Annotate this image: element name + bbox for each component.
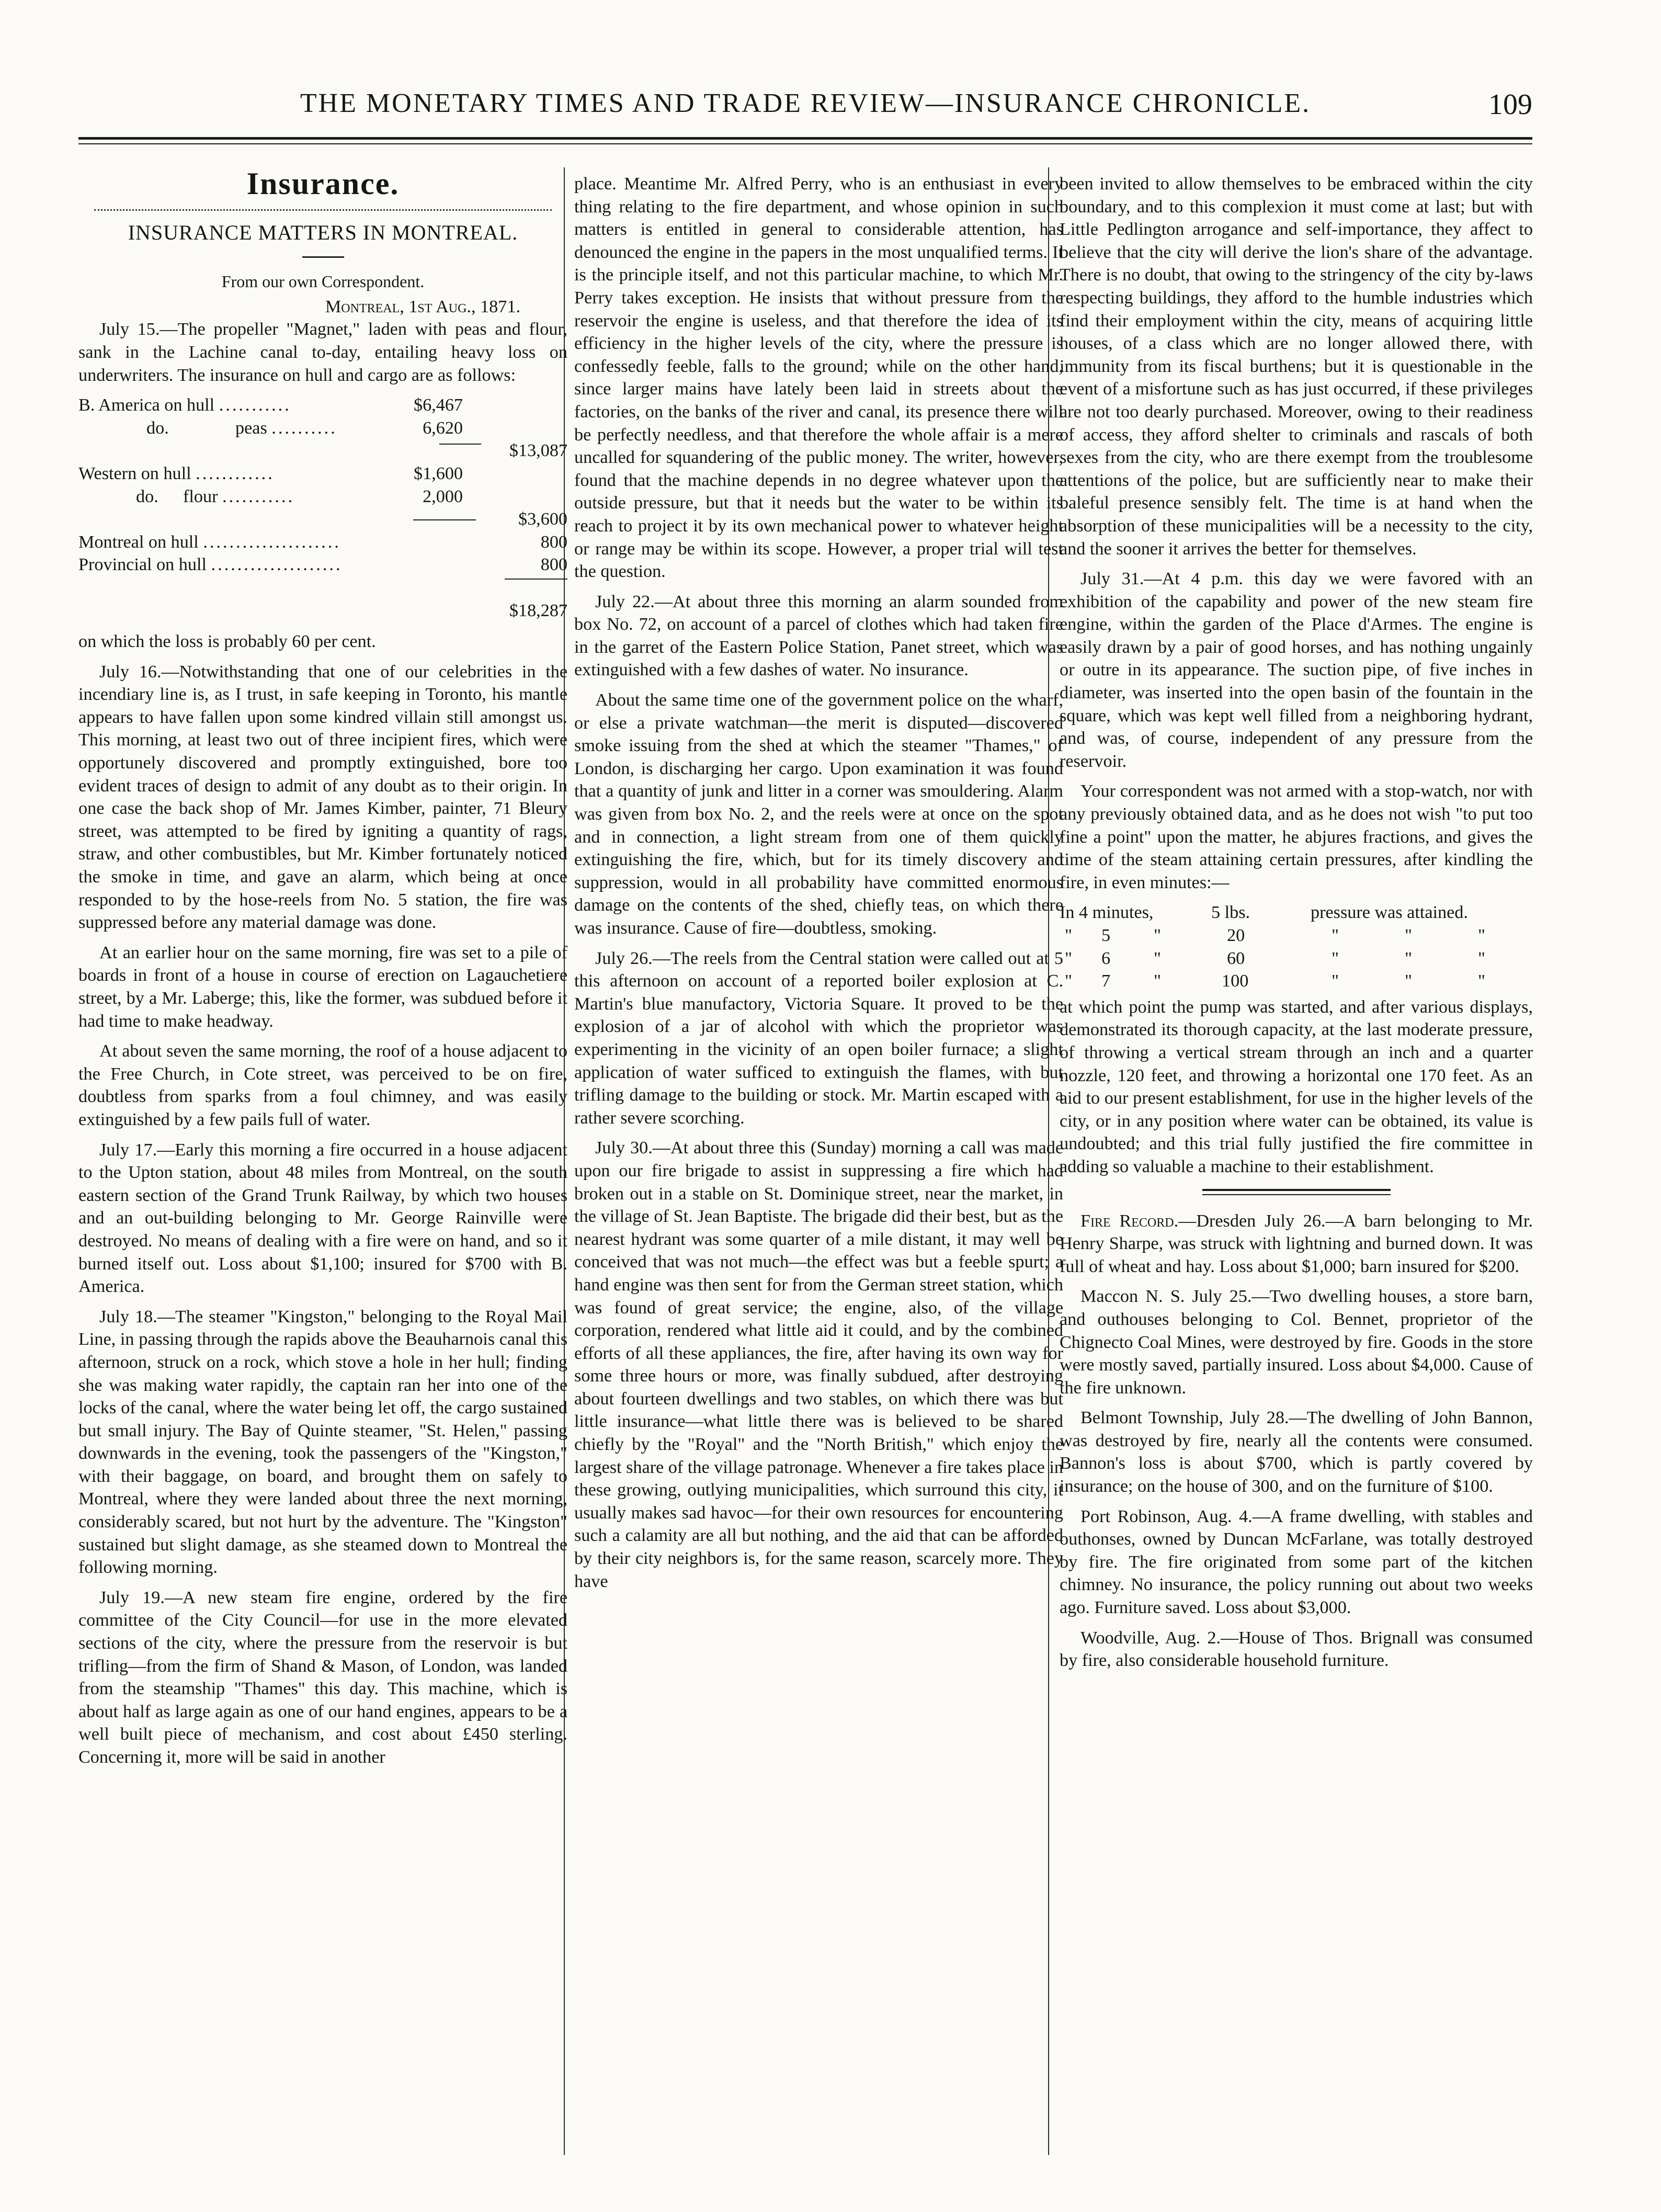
- fire-record-paragraph: Fire Record.—Dresden July 26.—A barn belonging to Mr. Henry Sharpe, was struck with lightning and burned down. It was full of wheat and hay. Loss about $1,000; barn insured for $200.: [1060, 1211, 1533, 1276]
- pressure-table: [1060, 901, 1533, 992]
- paragraph: been invited to allow themselves to be embraced within the city boundary, and to this complexion it must come at last; but with Little Pedlington arrogance and self-importance, they affect to believe that the city will derive the lion's share of the advantage. There is no doubt, that owing to the stringency of the city by-laws respecting buildings, they afford to the humble industries which find their employment within the city, means of acquiring little houses, of a class which are no longer allowed there, with immunity from its fiscal burthens; but it is questionable in the event of a misfortune such as has just occurred, if these privileges are not too dearly purchased. Moreover, owing to their readiness of access, they afford shelter to criminals and rascals of both sexes from the city, who are there exempt from the troublesome attentions of the police, but are sufficiently near to make their baleful presence sensibly felt. The time is at hand when the absorption of these municipalities will be a necessity to the city, and the sooner it arrives the better for themselves.: [1060, 174, 1533, 559]
- ledger-row: Provincial on hull .................... 800: [78, 555, 567, 575]
- paragraph: At an earlier hour on the same morning, fire was set to a pile of boards in front of a house in course of erection on Lagauchetiere street, by a Mr. Laberge; this, like the former, was subdued before it had time to make headway.: [78, 943, 567, 1031]
- article-title: INSURANCE MATTERS IN MONTREAL.: [128, 220, 518, 244]
- paragraph: At about seven the same morning, the roof of a house adjacent to the Free Church, in Cote street, was perceived to be on fire, doubtless from sparks from a foul chimney, and was easily extinguished by a few pails full of water.: [78, 1041, 567, 1129]
- section-heading: Insurance.: [246, 173, 400, 201]
- section-divider: [1202, 1189, 1391, 1195]
- ledger-row: B. America on hull ........... $6,467: [78, 395, 463, 415]
- pressure-row: " 7 " 100 " " ": [1065, 971, 1485, 991]
- paragraph: July 18.—The steamer "Kingston," belonging to the Royal Mail Line, in passing through the rapids above the Beauharnois canal this afternoon, struck on a rock, which stove a hole in her hull; finding she was making water rapidly, the captain ran her into one of the locks of the canal, where the water being let off, the cargo sustained but small injury. The Bay of Quinte steamer, "St. Helen," passing downwards in the evening, took the passengers of the "Kingston," with their baggage, on board, and brought them on safely to Montreal, where they were landed about three the next morning, considerably scared, but not hurt by the adventure. The "Kingston" sustained but slight damage, as she steamed down to Montreal the following morning.: [78, 1307, 567, 1578]
- title-dash: [302, 256, 344, 258]
- column-3: [1060, 173, 1533, 2155]
- pressure-row: " 6 " 60 " " ": [1065, 948, 1485, 968]
- column-1: [78, 173, 567, 2155]
- ledger-grand-total: $18,287: [509, 600, 567, 620]
- header-rule-bottom: [78, 143, 1532, 144]
- column-2: [574, 173, 1063, 2155]
- ledger-row: Montreal on hull ..................... 800: [78, 532, 567, 552]
- byline: From our own Correspondent.: [221, 272, 425, 291]
- paragraph: Woodville, Aug. 2.—House of Thos. Brignall was consumed by fire, also considerable household furniture.: [1060, 1628, 1533, 1671]
- ledger-row: $3,600: [78, 508, 567, 531]
- dateline: Montreal, 1st Aug., 1871.: [325, 297, 520, 316]
- paragraph: Your correspondent was not armed with a stop-watch, nor with any previously obtained data, and as he does not wish "to put too fine a point" upon the matter, he abjures fractions, and gives the time of the steam attaining certain pressures, after kindling the fire, in even minutes:—: [1060, 781, 1533, 892]
- fire-record-lead: Fire Record.: [1080, 1211, 1179, 1231]
- insurance-ledger: [78, 394, 567, 622]
- paragraph: July 16.—Notwithstanding that one of our celebrities in the incendiary line is, as I trust, in safe keeping in Toronto, his mantle appears to have fallen upon some kindred villain still amongst us. This morning, at least two out of three incipient fires, which were opportunely discovered and promptly extinguished, bore too evident traces of design to admit of any doubt as to their origin. In one case the back shop of Mr. James Kimber, painter, 71 Bleury street, was attempted to be fired by igniting a quantity of rags, straw, and other combustibles, but Mr. Kimber fortunately noticed the smoke in time, and gave an alarm, which being at once responded to by the hose-reels from No. 5 station, the fire was suppressed before any material damage was done.: [78, 662, 567, 933]
- page-header: [78, 88, 1532, 130]
- paragraph: July 17.—Early this morning a fire occurred in a house adjacent to the Upton station, about 48 miles from Montreal, on the south eastern section of the Grand Trunk Railway, by which two houses and an out-building belonging to Mr. George Rainville were destroyed. No means of dealing with a fire were on hand, and so it burned itself out. Loss about $1,100; insured for $700 with B. America.: [78, 1140, 567, 1297]
- pressure-row: " 5 " 20 " " ": [1065, 926, 1485, 945]
- paragraph: About the same time one of the government police on the wharf, or else a private watchman—the merit is disputed—discovered smoke issuing from the shed at which the steamer "Thames," of London, is discharging her cargo. Upon examination it was found that a quantity of junk and litter in a corner was smouldering. Alarm was given from box No. 2, and the reels were at once on the spot and in connection, a light stream from one of them quickly extinguishing the fire, which, but for its timely discovery and suppression, would in all probability have committed enormous damage on the contents of the shed, chiefly teas, on which there was insurance. Cause of fire—doubtless, smoking.: [574, 690, 1063, 938]
- ornament-rule: [94, 201, 552, 211]
- ledger-row: Western on hull ............ $1,600: [78, 463, 463, 483]
- running-title: THE MONETARY TIMES AND TRADE REVIEW—INSURANCE CHRONICLE.: [300, 88, 1311, 118]
- ledger-row: $13,087: [78, 439, 567, 462]
- intro-paragraph: July 15.—The propeller "Magnet," laden with peas and flour, sank in the Lachine canal to-day, entailing heavy loss on underwriters. The insurance on hull and cargo are as follows:: [78, 320, 567, 385]
- paragraph: Port Robinson, Aug. 4.—A frame dwelling, with stables and outhonses, owned by Duncan McFarlane, was totally destroyed by fire. The fire originated from some part of the kitchen chimney. No insurance, the policy running out about two weeks ago. Furniture saved. Loss about $3,000.: [1060, 1506, 1533, 1618]
- paragraph: Belmont Township, July 28.—The dwelling of John Bannon, was destroyed by fire, nearly all the contents were consumed. Bannon's loss is about $700, which is partly covered by insurance; on the house of 300, and on the furniture of $100.: [1060, 1408, 1533, 1496]
- paragraph: July 31.—At 4 p.m. this day we were favored with an exhibition of the capability and power of the new steam fire engine, within the garden of the Place d'Armes. The engine is easily drawn by a pair of good horses, and has nothing ungainly or outre in its appearance. The suction pipe, of five inches in diameter, was inserted into the open basin of the fountain in the square, which was kept well filled from a neighboring hydrant, and was, of course, independent of any pressure from the reservoir.: [1060, 569, 1533, 771]
- paragraph: July 22.—At about three this morning an alarm sounded from box No. 72, on account of a parcel of clothes which had taken fire in the garret of the Eastern Police Station, Panet street, which was extinguished with a few dashes of water. No insurance.: [574, 592, 1063, 680]
- paragraph: Maccon N. S. July 25.—Two dwelling houses, a store barn, and outhouses belonging to Col. Bennet, proprietor of the Chignecto Coal Mines, were destroyed by fire. Goods in the store were mostly saved, partially insured. Loss about $4,000. Cause of the fire unknown.: [1060, 1287, 1533, 1398]
- paragraph: July 26.—The reels from the Central station were called out at 5 this afternoon on account of a reported boiler explosion at C. Martin's blue manufactory, Victoria Square. It proved to be the explosion of a jar of alcohol with which the proprietor was experimenting in the vicinity of an open boiler furnace; a slight application of water sufficed to extinguish the flames, with but trifling damage to the building or stock. Mr. Martin escaped with a rather severe scorching.: [574, 948, 1063, 1128]
- paragraph: at which point the pump was started, and after various displays, demonstrated its thorough capacity, at the last moderate pressure, of throwing a vertical stream through an inch and a quarter nozzle, 120 feet, and throwing a horizontal one 170 feet. As an aid to our present establishment, for use in the higher levels of the city, or in any position where water can be obtained, its value is undoubted; and this trial fully justified the fire committee in adding so valuable a machine to their establishment.: [1060, 997, 1533, 1176]
- page-number: 109: [1488, 88, 1532, 121]
- paragraph: July 19.—A new steam fire engine, ordered by the fire committee of the City Council—for use in the more elevated sections of the city, where the pressure from the reservoir is but trifling—from the firm of Shand & Mason, of London, was landed from the steamship "Thames" this day. This machine, which is about half as large again as one of our hand engines, appears to be a well built piece of mechanism, and cost about £450 sterling. Concerning it, more will be said in another: [78, 1587, 567, 1767]
- paragraph: July 30.—At about three this (Sunday) morning a call was made upon our fire brigade to assist in suppressing a fire which had broken out in a stable on St. Dominique street, near the market, in the village of St. Jean Baptiste. The brigade did their best, but as the nearest hydrant was some quarter of a mile distant, it may well be conceived that was not much—the effect was but a feeble spurt; a hand engine was then sent for from the German street station, which was found of great service; the engine, also, of the village corporation, rendered what little aid it could, and by the combined efforts of all these appliances, the fire, after having its own way for some three hours or more, was finally subdued, after destroying about fourteen dwellings and two stables, on which there was but little insurance—what little there was is believed to be shared chiefly by the "Royal" and the "North British," which enjoy the largest share of the village patronage. Whenever a fire takes place in these growing, outlying municipalities, which surround this city, it usually makes sad havoc—for their own resources for encountering such a calamity are all but nothing, and the aid that can be afforded by their city neighbors is, for the same reason, scarcely more. They have: [574, 1138, 1063, 1591]
- ledger-row: [78, 576, 567, 599]
- paragraph: on which the loss is probably 60 per cent.: [78, 632, 376, 652]
- ledger-row: do. flour ........... 2,000: [136, 486, 463, 506]
- ledger-row: do. peas .......... 6,620: [146, 418, 463, 438]
- header-rule-top: [78, 137, 1532, 140]
- paragraph: place. Meantime Mr. Alfred Perry, who is an enthusiast in every thing relating to the fire department, and whose opinion in such matters is entitled in general to considerable attention, has denounced the engine in the papers in the most unqualified terms. It is the principle itself, and not this particular machine, to which Mr. Perry takes exception. He insists that without pressure from the reservoir the engine is useless, and that therefore the idea of its efficiency in the higher levels of the city, where the pressure is confessedly feeble, falls to the ground; while on the other hand, since larger mains have lately been laid in streets about the factories, on the banks of the river and canal, its presence there will be perfectly needless, and that therefore the whole affair is a mere uncalled for squandering of the public money. The writer, however, found that the machine depends in no degree whatever upon the outside pressure, but that it needs but the water to be within its reach to project it by its own mechanical power to whatever height or range may be within its scope. However, a proper trial will test the question.: [574, 174, 1063, 582]
- pressure-row: In 4 minutes, 5 lbs. pressure was attained.: [1060, 903, 1468, 923]
